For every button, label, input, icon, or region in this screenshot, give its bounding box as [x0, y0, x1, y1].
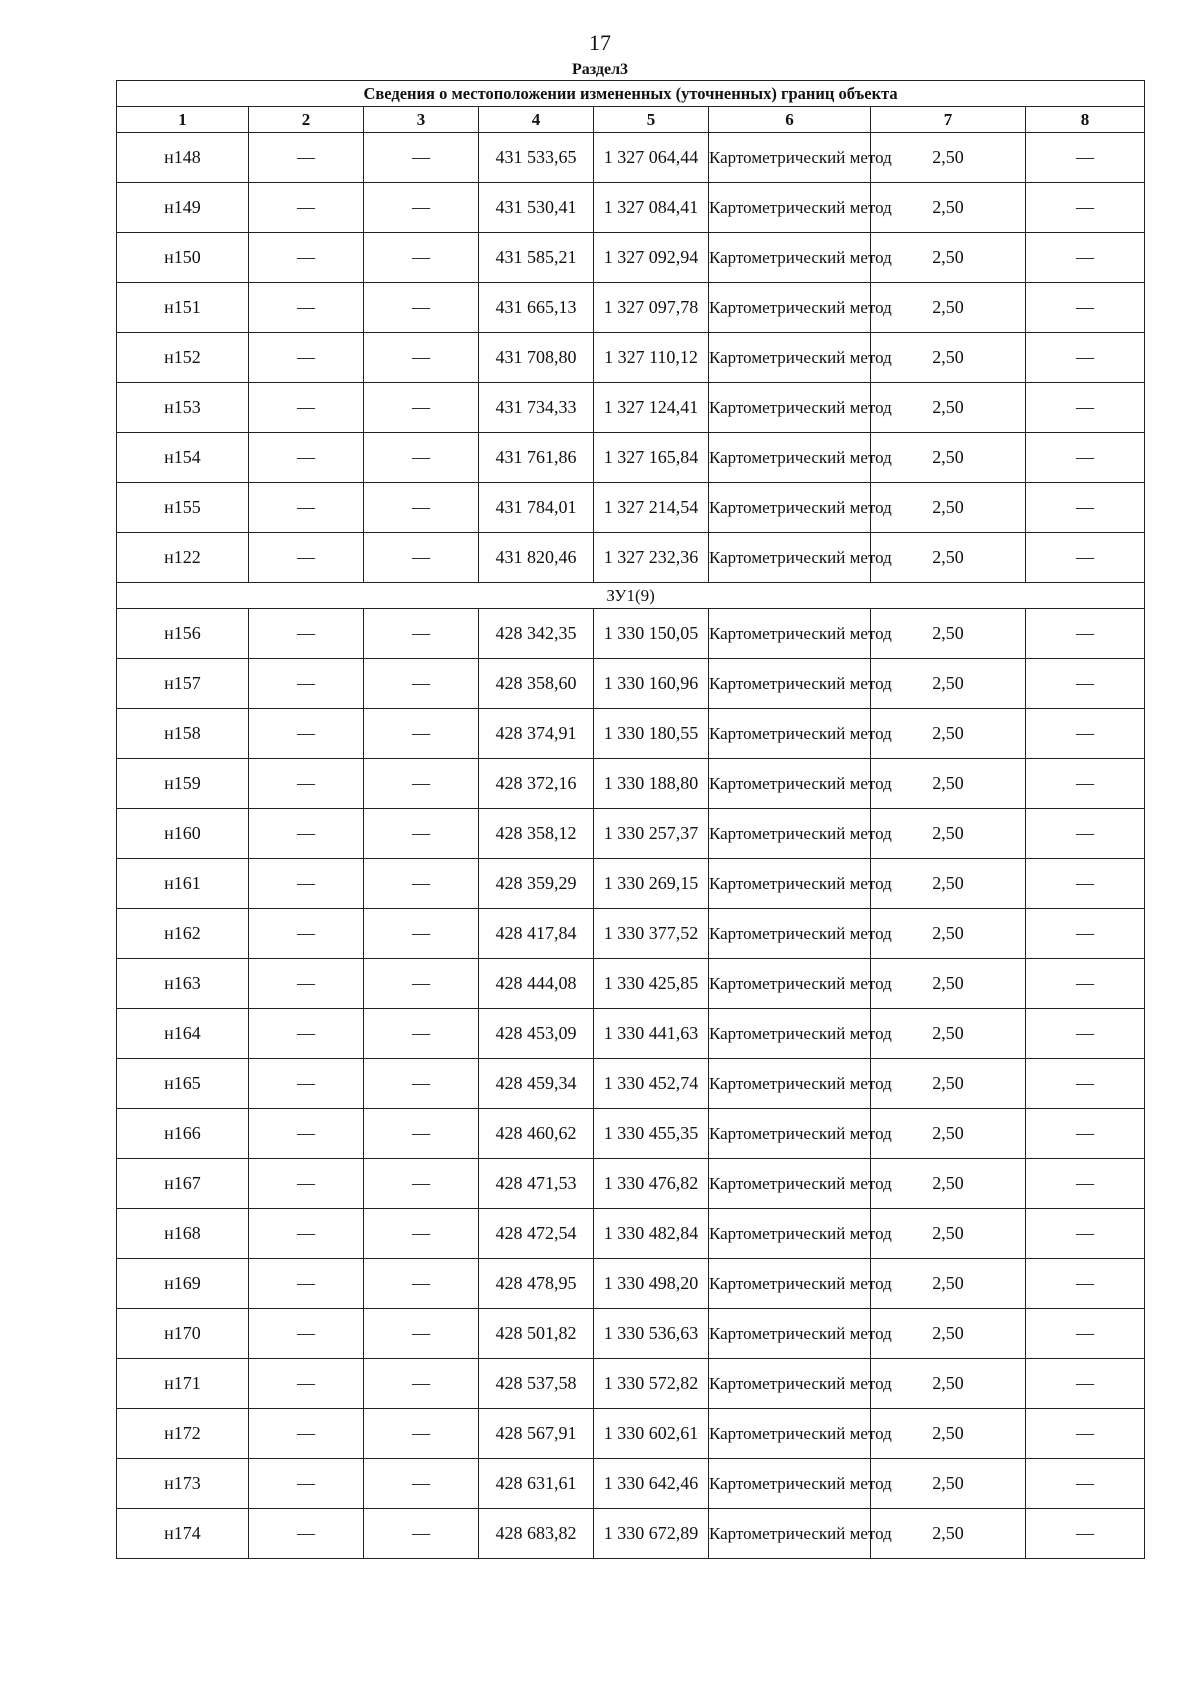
x-coordinate-cell: 431 530,41: [479, 183, 594, 233]
point-id-cell: н151: [117, 283, 249, 333]
y-coordinate-cell: 1 330 188,80: [594, 759, 709, 809]
col2-cell: —: [249, 233, 364, 283]
table-row: [117, 909, 1145, 959]
col2-cell: —: [249, 1009, 364, 1059]
accuracy-cell: 2,50: [871, 1059, 1026, 1109]
x-coordinate-cell: 428 683,82: [479, 1509, 594, 1559]
col8-cell: —: [1026, 383, 1145, 433]
method-cell: Картометрический метод: [709, 1359, 871, 1409]
col3-cell: —: [364, 1009, 479, 1059]
x-coordinate-cell: 428 478,95: [479, 1259, 594, 1309]
x-coordinate-cell: 428 374,91: [479, 709, 594, 759]
accuracy-cell: 2,50: [871, 1409, 1026, 1459]
accuracy-cell: 2,50: [871, 133, 1026, 183]
accuracy-cell: 2,50: [871, 183, 1026, 233]
col8-cell: —: [1026, 1059, 1145, 1109]
y-coordinate-cell: 1 330 269,15: [594, 859, 709, 909]
column-number-7: 7: [871, 107, 1026, 133]
column-number-2: 2: [249, 107, 364, 133]
column-number-8: 8: [1026, 107, 1145, 133]
col3-cell: —: [364, 283, 479, 333]
method-cell: Картометрический метод: [709, 283, 871, 333]
table-row: [117, 959, 1145, 1009]
point-id-cell: н160: [117, 809, 249, 859]
col3-cell: —: [364, 659, 479, 709]
y-coordinate-cell: 1 330 476,82: [594, 1159, 709, 1209]
col8-cell: —: [1026, 1359, 1145, 1409]
method-cell: Картометрический метод: [709, 533, 871, 583]
accuracy-cell: 2,50: [871, 759, 1026, 809]
x-coordinate-cell: 431 533,65: [479, 133, 594, 183]
method-cell: Картометрический метод: [709, 233, 871, 283]
col8-cell: —: [1026, 1409, 1145, 1459]
method-cell: Картометрический метод: [709, 183, 871, 233]
y-coordinate-cell: 1 330 642,46: [594, 1459, 709, 1509]
col2-cell: —: [249, 1159, 364, 1209]
col2-cell: —: [249, 1459, 364, 1509]
point-id-cell: н164: [117, 1009, 249, 1059]
table-row: [117, 1009, 1145, 1059]
col3-cell: —: [364, 183, 479, 233]
method-cell: Картометрический метод: [709, 1109, 871, 1159]
col8-cell: —: [1026, 1109, 1145, 1159]
point-id-cell: н173: [117, 1459, 249, 1509]
method-cell: Картометрический метод: [709, 659, 871, 709]
table-row: [117, 1459, 1145, 1509]
col2-cell: —: [249, 959, 364, 1009]
col8-cell: —: [1026, 1259, 1145, 1309]
table-row: [117, 759, 1145, 809]
point-id-cell: н165: [117, 1059, 249, 1109]
table-row: [117, 533, 1145, 583]
method-cell: Картометрический метод: [709, 859, 871, 909]
col2-cell: —: [249, 1109, 364, 1159]
method-cell: Картометрический метод: [709, 483, 871, 533]
accuracy-cell: 2,50: [871, 1159, 1026, 1209]
col2-cell: —: [249, 709, 364, 759]
col8-cell: —: [1026, 1209, 1145, 1259]
col3-cell: —: [364, 609, 479, 659]
y-coordinate-cell: 1 327 097,78: [594, 283, 709, 333]
y-coordinate-cell: 1 330 602,61: [594, 1409, 709, 1459]
point-id-cell: н169: [117, 1259, 249, 1309]
col3-cell: —: [364, 859, 479, 909]
y-coordinate-cell: 1 330 452,74: [594, 1059, 709, 1109]
method-cell: Картометрический метод: [709, 333, 871, 383]
point-id-cell: н174: [117, 1509, 249, 1559]
x-coordinate-cell: 428 631,61: [479, 1459, 594, 1509]
table-row: [117, 183, 1145, 233]
col8-cell: —: [1026, 533, 1145, 583]
y-coordinate-cell: 1 327 110,12: [594, 333, 709, 383]
col3-cell: —: [364, 233, 479, 283]
point-id-cell: н162: [117, 909, 249, 959]
point-id-cell: н153: [117, 383, 249, 433]
method-cell: Картометрический метод: [709, 133, 871, 183]
col2-cell: —: [249, 333, 364, 383]
col8-cell: —: [1026, 333, 1145, 383]
method-cell: Картометрический метод: [709, 1059, 871, 1109]
col3-cell: —: [364, 1409, 479, 1459]
accuracy-cell: 2,50: [871, 959, 1026, 1009]
accuracy-cell: 2,50: [871, 859, 1026, 909]
point-id-cell: н155: [117, 483, 249, 533]
point-id-cell: н168: [117, 1209, 249, 1259]
point-id-cell: н171: [117, 1359, 249, 1409]
col2-cell: —: [249, 609, 364, 659]
col8-cell: —: [1026, 709, 1145, 759]
page-number: 17: [589, 30, 611, 55]
col8-cell: —: [1026, 1309, 1145, 1359]
method-cell: Картометрический метод: [709, 759, 871, 809]
col2-cell: —: [249, 483, 364, 533]
y-coordinate-cell: 1 327 232,36: [594, 533, 709, 583]
x-coordinate-cell: 428 444,08: [479, 959, 594, 1009]
x-coordinate-cell: 431 708,80: [479, 333, 594, 383]
accuracy-cell: 2,50: [871, 233, 1026, 283]
point-id-cell: н158: [117, 709, 249, 759]
table-caption: Сведения о местоположении измененных (уточненных) границ объекта: [117, 81, 1145, 107]
y-coordinate-cell: 1 327 092,94: [594, 233, 709, 283]
table-row: [117, 1309, 1145, 1359]
col2-cell: —: [249, 1359, 364, 1409]
col3-cell: —: [364, 1109, 479, 1159]
x-coordinate-cell: 431 820,46: [479, 533, 594, 583]
col3-cell: —: [364, 333, 479, 383]
y-coordinate-cell: 1 330 257,37: [594, 809, 709, 859]
table-row: [117, 433, 1145, 483]
col2-cell: —: [249, 759, 364, 809]
x-coordinate-cell: 428 567,91: [479, 1409, 594, 1459]
point-id-cell: н167: [117, 1159, 249, 1209]
col3-cell: —: [364, 1159, 479, 1209]
point-id-cell: н152: [117, 333, 249, 383]
col2-cell: —: [249, 383, 364, 433]
col2-cell: —: [249, 1259, 364, 1309]
col3-cell: —: [364, 1209, 479, 1259]
x-coordinate-cell: 428 501,82: [479, 1309, 594, 1359]
point-id-cell: н154: [117, 433, 249, 483]
col2-cell: —: [249, 1209, 364, 1259]
table-row: [117, 1059, 1145, 1109]
col8-cell: —: [1026, 859, 1145, 909]
y-coordinate-cell: 1 330 441,63: [594, 1009, 709, 1059]
method-cell: Картометрический метод: [709, 1409, 871, 1459]
accuracy-cell: 2,50: [871, 433, 1026, 483]
col3-cell: —: [364, 1359, 479, 1409]
y-coordinate-cell: 1 327 084,41: [594, 183, 709, 233]
col2-cell: —: [249, 1059, 364, 1109]
table-row: [117, 1209, 1145, 1259]
table-row: [117, 1109, 1145, 1159]
accuracy-cell: 2,50: [871, 333, 1026, 383]
column-number-6: 6: [709, 107, 871, 133]
table-row: [117, 809, 1145, 859]
accuracy-cell: 2,50: [871, 283, 1026, 333]
col8-cell: —: [1026, 809, 1145, 859]
col2-cell: —: [249, 533, 364, 583]
col3-cell: —: [364, 1459, 479, 1509]
col3-cell: —: [364, 533, 479, 583]
table-row: [117, 609, 1145, 659]
col8-cell: —: [1026, 283, 1145, 333]
accuracy-cell: 2,50: [871, 533, 1026, 583]
x-coordinate-cell: 428 460,62: [479, 1109, 594, 1159]
col8-cell: —: [1026, 1459, 1145, 1509]
method-cell: Картометрический метод: [709, 383, 871, 433]
col3-cell: —: [364, 809, 479, 859]
y-coordinate-cell: 1 330 498,20: [594, 1259, 709, 1309]
y-coordinate-cell: 1 330 377,52: [594, 909, 709, 959]
method-cell: Картометрический метод: [709, 1459, 871, 1509]
accuracy-cell: 2,50: [871, 1109, 1026, 1159]
x-coordinate-cell: 428 372,16: [479, 759, 594, 809]
x-coordinate-cell: 428 417,84: [479, 909, 594, 959]
method-cell: Картометрический метод: [709, 1159, 871, 1209]
column-number-1: 1: [117, 107, 249, 133]
col3-cell: —: [364, 383, 479, 433]
x-coordinate-cell: 428 537,58: [479, 1359, 594, 1409]
accuracy-cell: 2,50: [871, 709, 1026, 759]
section-title: Раздел3: [571, 61, 629, 78]
method-cell: Картометрический метод: [709, 1309, 871, 1359]
y-coordinate-cell: 1 327 124,41: [594, 383, 709, 433]
y-coordinate-cell: 1 327 214,54: [594, 483, 709, 533]
x-coordinate-cell: 428 342,35: [479, 609, 594, 659]
col2-cell: —: [249, 1309, 364, 1359]
col8-cell: —: [1026, 759, 1145, 809]
accuracy-cell: 2,50: [871, 1009, 1026, 1059]
x-coordinate-cell: 428 459,34: [479, 1059, 594, 1109]
table-body: [117, 133, 1145, 1559]
point-id-cell: н166: [117, 1109, 249, 1159]
col3-cell: —: [364, 1509, 479, 1559]
col8-cell: —: [1026, 133, 1145, 183]
accuracy-cell: 2,50: [871, 383, 1026, 433]
table-row: [117, 383, 1145, 433]
col3-cell: —: [364, 709, 479, 759]
x-coordinate-cell: 428 358,60: [479, 659, 594, 709]
method-cell: Картометрический метод: [709, 609, 871, 659]
method-cell: Картометрический метод: [709, 1009, 871, 1059]
col2-cell: —: [249, 1409, 364, 1459]
x-coordinate-cell: 428 472,54: [479, 1209, 594, 1259]
col8-cell: —: [1026, 433, 1145, 483]
x-coordinate-cell: 431 784,01: [479, 483, 594, 533]
y-coordinate-cell: 1 330 482,84: [594, 1209, 709, 1259]
accuracy-cell: 2,50: [871, 1359, 1026, 1409]
table-row: [117, 1359, 1145, 1409]
col2-cell: —: [249, 183, 364, 233]
col8-cell: —: [1026, 659, 1145, 709]
x-coordinate-cell: 428 453,09: [479, 1009, 594, 1059]
col3-cell: —: [364, 1259, 479, 1309]
method-cell: Картометрический метод: [709, 709, 871, 759]
table-row: [117, 233, 1145, 283]
x-coordinate-cell: 431 585,21: [479, 233, 594, 283]
col8-cell: —: [1026, 483, 1145, 533]
method-cell: Картометрический метод: [709, 1509, 871, 1559]
table-row: [117, 859, 1145, 909]
x-coordinate-cell: 428 359,29: [479, 859, 594, 909]
x-coordinate-cell: 431 734,33: [479, 383, 594, 433]
col3-cell: —: [364, 433, 479, 483]
point-id-cell: н161: [117, 859, 249, 909]
accuracy-cell: 2,50: [871, 909, 1026, 959]
point-id-cell: н149: [117, 183, 249, 233]
accuracy-cell: 2,50: [871, 1509, 1026, 1559]
point-id-cell: н148: [117, 133, 249, 183]
table-row: [117, 1509, 1145, 1559]
col2-cell: —: [249, 859, 364, 909]
col2-cell: —: [249, 283, 364, 333]
point-id-cell: н150: [117, 233, 249, 283]
point-id-cell: н159: [117, 759, 249, 809]
x-coordinate-cell: 431 665,13: [479, 283, 594, 333]
x-coordinate-cell: 428 471,53: [479, 1159, 594, 1209]
col2-cell: —: [249, 809, 364, 859]
col8-cell: —: [1026, 609, 1145, 659]
table-row: [117, 1259, 1145, 1309]
boundary-coordinates-table: [116, 80, 1145, 1559]
column-number-5: 5: [594, 107, 709, 133]
accuracy-cell: 2,50: [871, 1459, 1026, 1509]
point-id-cell: н156: [117, 609, 249, 659]
col3-cell: —: [364, 483, 479, 533]
accuracy-cell: 2,50: [871, 1309, 1026, 1359]
y-coordinate-cell: 1 330 672,89: [594, 1509, 709, 1559]
column-number-3: 3: [364, 107, 479, 133]
x-coordinate-cell: 431 761,86: [479, 433, 594, 483]
col8-cell: —: [1026, 1009, 1145, 1059]
table-row: [117, 1409, 1145, 1459]
y-coordinate-cell: 1 330 425,85: [594, 959, 709, 1009]
col8-cell: —: [1026, 909, 1145, 959]
table-row: [117, 483, 1145, 533]
x-coordinate-cell: 428 358,12: [479, 809, 594, 859]
table-row: [117, 283, 1145, 333]
table-row: [117, 333, 1145, 383]
col3-cell: —: [364, 909, 479, 959]
method-cell: Картометрический метод: [709, 809, 871, 859]
col3-cell: —: [364, 959, 479, 1009]
point-id-cell: н157: [117, 659, 249, 709]
y-coordinate-cell: 1 330 180,55: [594, 709, 709, 759]
y-coordinate-cell: 1 330 455,35: [594, 1109, 709, 1159]
col8-cell: —: [1026, 233, 1145, 283]
column-number-4: 4: [479, 107, 594, 133]
point-id-cell: н170: [117, 1309, 249, 1359]
table-row: [117, 133, 1145, 183]
accuracy-cell: 2,50: [871, 483, 1026, 533]
method-cell: Картометрический метод: [709, 1259, 871, 1309]
method-cell: Картометрический метод: [709, 959, 871, 1009]
col2-cell: —: [249, 659, 364, 709]
col3-cell: —: [364, 759, 479, 809]
method-cell: Картометрический метод: [709, 909, 871, 959]
accuracy-cell: 2,50: [871, 1259, 1026, 1309]
col3-cell: —: [364, 1059, 479, 1109]
col2-cell: —: [249, 133, 364, 183]
col8-cell: —: [1026, 1509, 1145, 1559]
point-id-cell: н163: [117, 959, 249, 1009]
col2-cell: —: [249, 909, 364, 959]
col3-cell: —: [364, 1309, 479, 1359]
y-coordinate-cell: 1 330 160,96: [594, 659, 709, 709]
y-coordinate-cell: 1 330 536,63: [594, 1309, 709, 1359]
y-coordinate-cell: 1 330 572,82: [594, 1359, 709, 1409]
y-coordinate-cell: 1 327 064,44: [594, 133, 709, 183]
accuracy-cell: 2,50: [871, 809, 1026, 859]
accuracy-cell: 2,50: [871, 609, 1026, 659]
group-label: ЗУ1(9): [117, 583, 1145, 609]
group-header-row: [117, 583, 1145, 609]
table-row: [117, 1159, 1145, 1209]
y-coordinate-cell: 1 327 165,84: [594, 433, 709, 483]
y-coordinate-cell: 1 330 150,05: [594, 609, 709, 659]
col2-cell: —: [249, 1509, 364, 1559]
col2-cell: —: [249, 433, 364, 483]
col8-cell: —: [1026, 1159, 1145, 1209]
method-cell: Картометрический метод: [709, 1209, 871, 1259]
column-number-row: [117, 107, 1145, 133]
table-row: [117, 709, 1145, 759]
method-cell: Картометрический метод: [709, 433, 871, 483]
col3-cell: —: [364, 133, 479, 183]
point-id-cell: н122: [117, 533, 249, 583]
accuracy-cell: 2,50: [871, 659, 1026, 709]
table-row: [117, 659, 1145, 709]
col8-cell: —: [1026, 183, 1145, 233]
point-id-cell: н172: [117, 1409, 249, 1459]
accuracy-cell: 2,50: [871, 1209, 1026, 1259]
col8-cell: —: [1026, 959, 1145, 1009]
